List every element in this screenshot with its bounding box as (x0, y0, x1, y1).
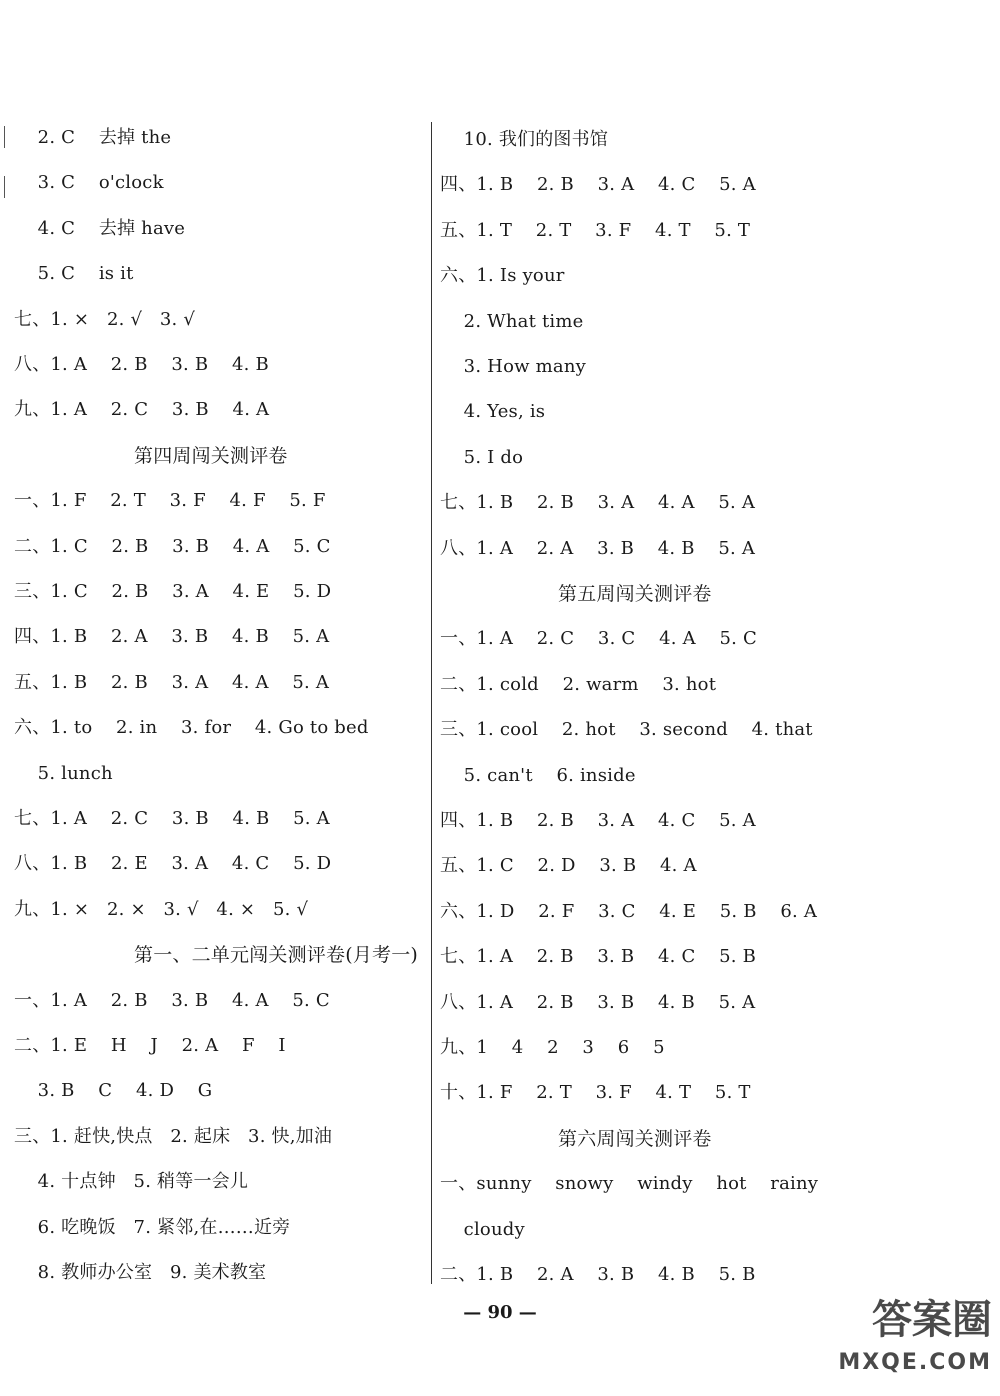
page-number: — 90 — (463, 1302, 537, 1323)
margin-tick-mark (4, 176, 5, 198)
section-heading: 第四周闯关测评卷 (134, 444, 288, 467)
watermark-logo-text: 答案圈 (872, 1297, 992, 1343)
answer-line: 4. C 去掉 have (14, 217, 186, 239)
answer-line: 8. 教师办公室 9. 美术教室 (14, 1262, 267, 1283)
answer-line: 七、1. A 2. C 3. B 4. B 5. A (14, 808, 330, 829)
answer-line: 2. What time (440, 310, 584, 332)
answer-line: 5. lunch (14, 762, 113, 784)
answer-line: 四、1. B 2. B 3. A 4. C 5. A (440, 174, 756, 196)
answer-line: 九、1. A 2. C 3. B 4. A (14, 399, 270, 421)
answer-line: 四、1. B 2. A 3. B 4. B 5. A (14, 626, 330, 648)
answer-line: 5. C is it (14, 263, 134, 285)
answer-line: 一、1. A 2. C 3. C 4. A 5. C (440, 628, 757, 650)
answer-line: 六、1. D 2. F 3. C 4. E 5. B 6. A (440, 900, 818, 922)
answer-line: 二、1. B 2. A 3. B 4. B 5. B (440, 1264, 756, 1285)
answer-line: 3. B C 4. D G (14, 1080, 213, 1102)
answer-line: 3. C o'clock (14, 172, 164, 194)
answer-line: 4. Yes, is (440, 401, 546, 423)
answer-line: 七、1. B 2. B 3. A 4. A 5. A (440, 492, 756, 514)
answer-line: 三、1. cool 2. hot 3. second 4. that (440, 719, 813, 741)
answer-line: 一、sunny snowy windy hot rainy (440, 1173, 819, 1195)
answer-line: 八、1. A 2. A 3. B 4. B 5. A (440, 537, 756, 559)
answer-line: 四、1. B 2. B 3. A 4. C 5. A (440, 810, 756, 831)
answer-line: 6. 吃晚饭 7. 紧邻,在……近旁 (14, 1216, 291, 1238)
answer-line: 八、1. A 2. B 3. B 4. B 5. A (440, 991, 756, 1013)
answer-line: 二、1. cold 2. warm 3. hot (440, 673, 717, 695)
answer-line: 九、1. × 2. × 3. √ 4. × 5. √ (14, 898, 309, 920)
answer-line: 五、1. B 2. B 3. A 4. A 5. A (14, 671, 330, 693)
answer-line: 五、1. T 2. T 3. F 4. T 5. T (440, 219, 751, 241)
answer-line: cloudy (440, 1218, 525, 1240)
watermark-logo (792, 1292, 992, 1392)
answer-line: 五、1. C 2. D 3. B 4. A (440, 855, 697, 877)
answer-line: 九、1 4 2 3 6 5 (440, 1037, 665, 1058)
margin-tick-mark (4, 126, 5, 148)
answer-line: 七、1. × 2. √ 3. √ (14, 308, 196, 330)
answer-line: 八、1. B 2. E 3. A 4. C 5. D (14, 853, 332, 875)
column-divider (431, 122, 432, 1284)
answer-line: 二、1. E H J 2. A F I (14, 1035, 286, 1056)
answer-line: 三、1. C 2. B 3. A 4. E 5. D (14, 581, 332, 602)
answer-line: 十、1. F 2. T 3. F 4. T 5. T (440, 1082, 751, 1104)
answer-line: 八、1. A 2. B 3. B 4. B (14, 354, 269, 375)
answer-line: 5. can't 6. inside (440, 764, 636, 786)
answer-line: 5. I do (440, 446, 524, 468)
answer-line: 4. 十点钟 5. 稍等一会儿 (14, 1171, 249, 1193)
section-heading: 第一、二单元闯关测评卷(月考一) (134, 944, 419, 967)
answer-line: 2. C 去掉 the (14, 127, 172, 148)
answer-line: 二、1. C 2. B 3. B 4. A 5. C (14, 535, 331, 557)
answer-line: 三、1. 赶快,快点 2. 起床 3. 快,加油 (14, 1125, 333, 1147)
answer-line: 一、1. A 2. B 3. B 4. A 5. C (14, 989, 330, 1011)
answer-line: 一、1. F 2. T 3. F 4. F 5. F (14, 490, 326, 512)
section-heading: 第五周闯关测评卷 (558, 583, 712, 605)
answer-line: 六、1. to 2. in 3. for 4. Go to bed (14, 717, 369, 739)
watermark-site-text: MXQE.COM (838, 1350, 992, 1375)
answer-line: 六、1. Is your (440, 265, 565, 287)
answer-line: 3. How many (440, 356, 587, 377)
answer-line: 七、1. A 2. B 3. B 4. C 5. B (440, 946, 757, 968)
answer-line: 10. 我们的图书馆 (440, 129, 609, 150)
section-heading: 第六周闯关测评卷 (558, 1127, 712, 1150)
